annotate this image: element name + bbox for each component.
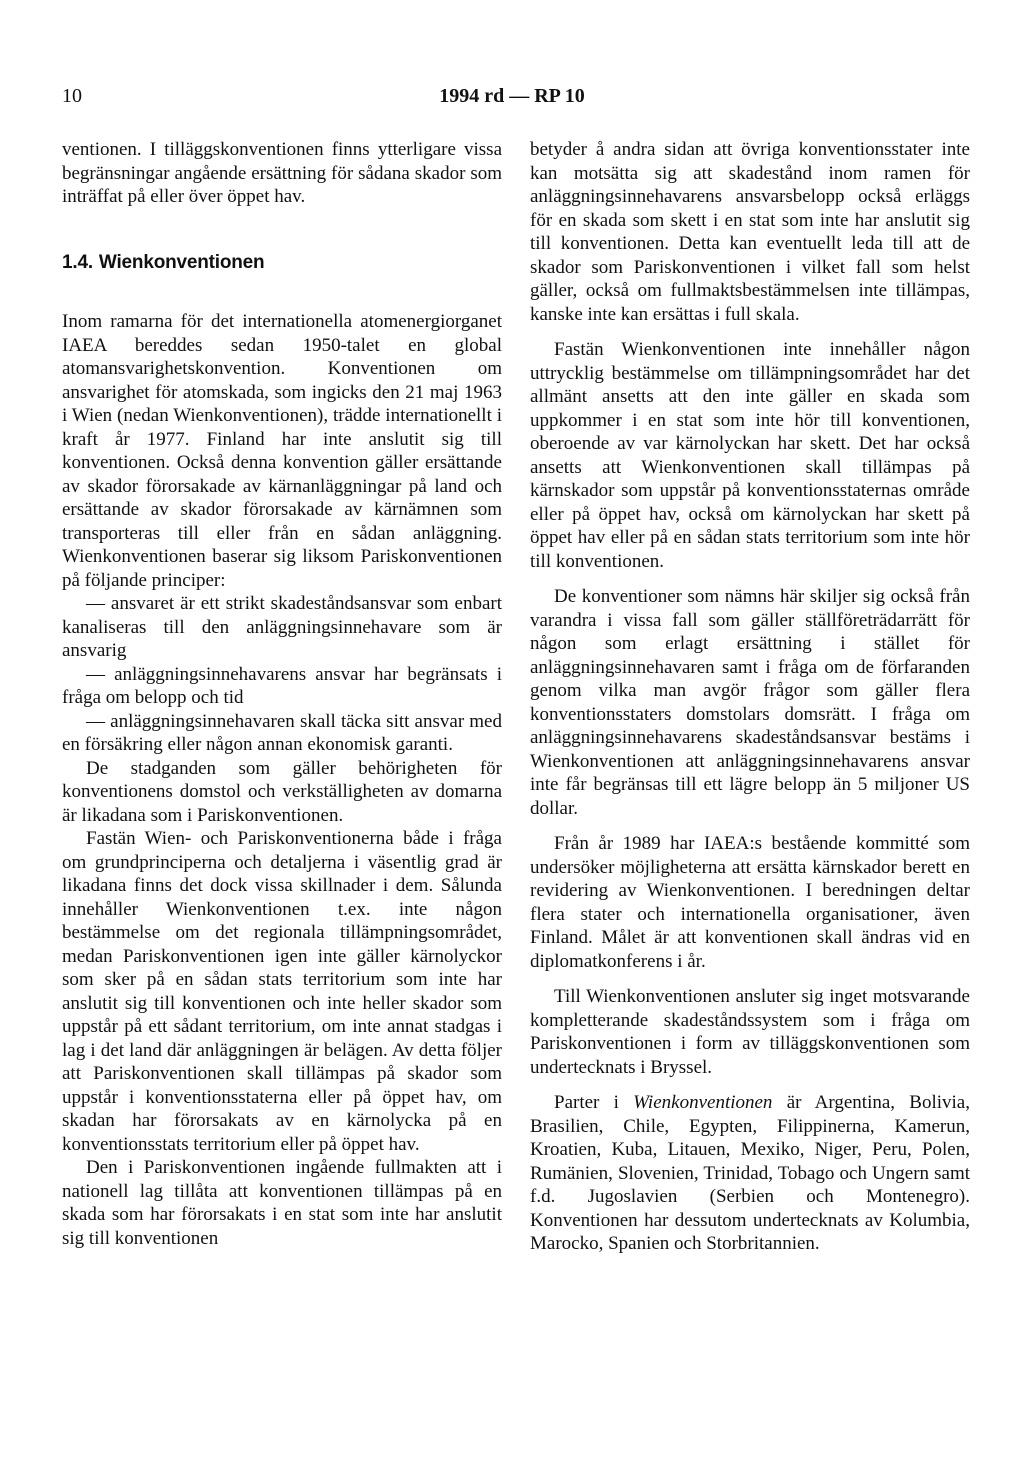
- parties-prefix: Parter i: [554, 1092, 634, 1113]
- principle-list-item: — anläggningsinnehavaren skall täcka sitt ansvar med en försäkring eller någon annan ekonomisk garanti.: [62, 710, 502, 755]
- principle-list-item: — anläggningsinnehavarens ansvar har begränsats i fråga om belopp och tid: [62, 663, 502, 708]
- section-title: Wienkonventionen: [98, 251, 265, 273]
- intro-paragraph: ventionen. I tilläggskonventionen finns ytterligare vissa begränsningar angående ersättning för sådana skador som inträffat på eller över öppet hav.: [62, 139, 502, 207]
- principle-list-item: — ansvaret är ett strikt skadeståndsansvar som enbart kanaliseras till den anläggningsinnehavare som är ansvarig: [62, 593, 502, 661]
- body-paragraph: De konventioner som nämns här skiljer sig också från varandra i vissa fall som gäller ställföreträdarrätt för någon som erlagt ersättning i stället för anläggningsinnehavaren samt i fråga om de förfaranden genom vilka man avgör frågor som gäller flera konventionsstaters domstolars domsrätt. I fråga om anläggningsinnehavarens skadeståndsansvar bestäms i Wienkonventionen att anläggningsinnehavarens ansvar inte får begränsas till ett lägre belopp än 5 miljoner US dollar.: [530, 586, 970, 819]
- body-paragraph: De stadganden som gäller behörigheten för konventionens domstol och verkställigheten av domarna är likadana som i Pariskonventionen.: [62, 757, 502, 826]
- parties-paragraph: [530, 1091, 970, 1256]
- section-heading: [62, 251, 502, 275]
- body-paragraph: Fastän Wien- och Pariskonventionerna både i fråga om grundprinciperna och detaljerna i väsentlig grad är likadana finns det dock vissa skillnader i dem. Sålunda innehåller Wienkonventionen t.ex. inte någon bestämmelse om det regionala tillämpningsområdet, medan Pariskonventionen igen inte gäller kärnolyckor som sker på en sådan stats territorium som inte har anslutit sig till konventionen och inte heller skador som uppstår på ett sådant territorium, om inte annat stadgas i lag i det land där anläggningen är belägen. Av detta följer att Pariskonventionen skall tillämpas på skador som uppstår i konventionsstaterna eller på öppet hav, om skadan har förorsakats av en kärnolycka på en konventionsstats territorium eller på öppet hav.: [62, 828, 502, 1155]
- body-paragraph: Den i Pariskonventionen ingående fullmakten att i nationell lag tillåta att konventionen tillämpas på en skada som har förorsakats i en stat som inte har anslutit sig till konventionen: [62, 1157, 502, 1249]
- body-paragraph: Till Wienkonventionen ansluter sig inget motsvarande kompletterande skadeståndssystem som i fråga om Pariskonventionen i form av tilläggskonventionen som undertecknats i Bryssel.: [530, 986, 970, 1078]
- page-number: 10: [62, 85, 82, 107]
- section-number: 1.4.: [62, 251, 93, 273]
- parties-convention-name: Wienkonventionen: [633, 1092, 773, 1113]
- running-head: 1994 rd — RP 10: [439, 85, 585, 107]
- body-paragraph: Inom ramarna för det internationella atomenergiorganet IAEA bereddes sedan 1950-talet en global atomansvarighetskonvention. Konventionen om ansvarighet för atomskada, som ingicks den 21 maj 1963 i Wien (nedan Wienkonventionen), trädde internationellt i kraft år 1977. Finland har inte anslutit sig till konventionen. Också denna konvention gäller ersättande av skador förorsakade av kärnanläggningar på land och ersättande av skador förorsakade av kärnämnen som transporteras till eller från en sådan anläggning. Wienkonventionen baserar sig liksom Pariskonventionen på följande principer:: [62, 311, 502, 591]
- right-column: [530, 138, 970, 1256]
- parties-list: är Argentina, Bolivia, Brasilien, Chile, Egypten, Filippinerna, Kamerun, Kroatien, Kuba, Litauen, Mexiko, Niger, Peru, Polen, Rumänien, Slovenien, Trinidad, Tobago och Ungern samt f.d. Jugoslavien (Serbien och Montenegro). Konventionen har dessutom undertecknats av Kolumbia, Marocko, Spanien och Storbritannien.: [530, 1092, 970, 1254]
- body-paragraph: Fastän Wienkonventionen inte innehåller någon uttrycklig bestämmelse om tillämpningsområdet har det allmänt ansetts att den inte gäller en skada som uppkommer i en stat som inte hör till konventionen, oberoende av var kärnolyckan har skett. Det har också ansetts att Wienkonventionen skall tillämpas på kärnskador som uppstår på konventionsstaternas område eller på öppet hav, också om kärnolyckan har skett på öppet hav eller på en sådan stats territorium som inte hör till konventionen.: [530, 339, 970, 572]
- body-paragraph: betyder å andra sidan att övriga konventionsstater inte kan motsätta sig att skadestånd inom ramen för anläggningsinnehavarens ansvarsbelopp också erläggs för en skada som skett i en stat som inte har anslutit sig till konventionen. Detta kan eventuellt leda till att de skador som Pariskonventionen i vilket fall som helst gäller, också om fullmaktsbestämmelsen inte tillämpas, kanske inte kan ersättas i full skala.: [530, 139, 970, 325]
- body-paragraph: Från år 1989 har IAEA:s bestående kommitté som undersöker möjligheterna att ersätta kärnskador berett en revidering av Wienkonventionen. I beredningen deltar flera stater och internationella organisationer, även Finland. Målet är att konventionen skall ändras vid en diplomatkonferens i år.: [530, 833, 970, 972]
- left-column: [62, 138, 502, 1250]
